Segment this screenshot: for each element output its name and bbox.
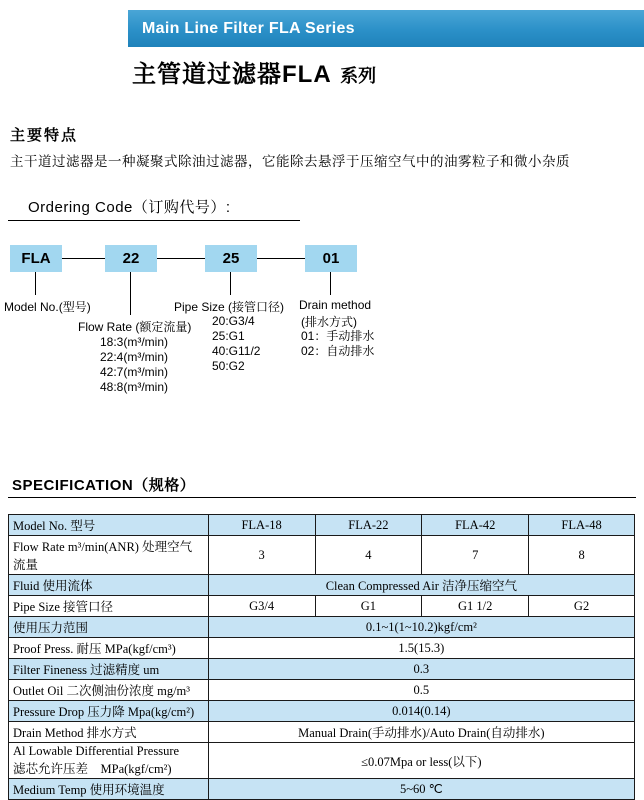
spec-cell-span: Clean Compressed Air 洁净压缩空气 [208, 575, 634, 596]
specification-heading: SPECIFICATION（规格） [12, 477, 196, 494]
connector-line [257, 258, 305, 259]
model-no-label: Model No.(型号) [4, 300, 91, 314]
flow-rate-option: 42:7(m³/min) [100, 365, 169, 379]
code-box-model: FLA [10, 245, 62, 272]
spec-cell: G3/4 [208, 596, 315, 617]
connector-line [230, 272, 231, 295]
drain-method-option: 02：自动排水 [301, 344, 375, 358]
pipe-size-option: 25:G1 [212, 329, 245, 343]
connector-line [62, 258, 105, 259]
spec-row-label: Pressure Drop 压力降 Mpa(kg/cm²) [9, 701, 209, 722]
spec-row-label: Medium Temp 使用环境温度 [9, 779, 209, 800]
page-title [132, 54, 376, 89]
drain-method-option: 01：手动排水 [301, 329, 375, 343]
drain-method-label: Drain method [299, 298, 372, 312]
spec-cell-span: 1.5(15.3) [208, 638, 634, 659]
pipe-size-option: 20:G3/4 [212, 314, 255, 328]
spec-cell-span: 0.014(0.14) [208, 701, 634, 722]
spec-cell: G1 [315, 596, 422, 617]
spec-row [9, 596, 635, 617]
page-title-main: 主管道过滤器FLA [132, 61, 332, 88]
spec-row-label: Outlet Oil 二次侧油份浓度 mg/m³ [9, 680, 209, 701]
spec-row-label: Model No. 型号 [9, 515, 209, 536]
spec-row-label: Pipe Size 接管口径 [9, 596, 209, 617]
code-box-flow: 22 [105, 245, 157, 272]
flow-rate-label: Flow Rate (额定流量) [78, 320, 192, 334]
page-title-suffix: 系列 [340, 66, 377, 86]
connector-line [157, 258, 205, 259]
drain-method-options [301, 329, 374, 359]
flow-rate-option: 48:8(m³/min) [100, 380, 169, 394]
spec-row-label: Filter Fineness 过滤精度 um [9, 659, 209, 680]
spec-row-label: Proof Press. 耐压 MPa(kgf/cm³) [9, 638, 209, 659]
spec-cell: 4 [315, 536, 422, 575]
spec-cell-span: 0.1~1(1~10.2)kgf/cm² [208, 617, 634, 638]
spec-row [9, 536, 635, 575]
features-text: 主干道过滤器是一种凝聚式除油过滤器，它能除去悬浮于压缩空气中的油雾粒子和微小杂质 [10, 154, 570, 169]
spec-cell-span: 0.3 [208, 659, 634, 680]
spec-row [9, 722, 635, 743]
spec-cell: FLA-42 [422, 515, 529, 536]
spec-row [9, 659, 635, 680]
spec-cell: 8 [529, 536, 635, 575]
spec-row [9, 680, 635, 701]
spec-row [9, 701, 635, 722]
spec-row [9, 638, 635, 659]
spec-row-label: Fluid 使用流体 [9, 575, 209, 596]
flow-rate-options [100, 335, 168, 395]
spec-cell: FLA-18 [208, 515, 315, 536]
spec-row [9, 575, 635, 596]
flow-rate-option: 22:4(m³/min) [100, 350, 169, 364]
spec-row-label: Drain Method 排水方式 [9, 722, 209, 743]
ordering-heading-underline [8, 220, 300, 221]
drain-method-sublabel: (排水方式) [301, 315, 357, 329]
pipe-size-option: 50:G2 [212, 359, 245, 373]
pipe-size-option: 40:G11/2 [212, 344, 261, 358]
spec-row-label: Flow Rate m³/min(ANR) 处理空气流量 [9, 536, 209, 575]
connector-line [35, 272, 36, 295]
features-heading: 主要特点 [10, 127, 79, 144]
spec-cell: 3 [208, 536, 315, 575]
spec-cell-span: ≤0.07Mpa or less(以下) [208, 743, 634, 779]
pipe-size-options [212, 314, 260, 374]
spec-cell: FLA-22 [315, 515, 422, 536]
spec-cell-span: 0.5 [208, 680, 634, 701]
spec-row-label: Al Lowable Differential Pressure 滤芯允许压差 MPa(kgf/cm²) [9, 743, 209, 779]
code-box-pipe: 25 [205, 245, 257, 272]
ordering-code-diagram [0, 240, 644, 470]
ordering-code-heading: Ordering Code（订购代号）: [28, 199, 231, 216]
spec-row-label: 使用压力范围 [9, 617, 209, 638]
spec-cell: G2 [529, 596, 635, 617]
specification-table [8, 514, 635, 800]
spec-cell: 7 [422, 536, 529, 575]
code-box-drain: 01 [305, 245, 357, 272]
connector-line [130, 272, 131, 315]
flow-rate-option: 18:3(m³/min) [100, 335, 169, 349]
spec-cell: G1 1/2 [422, 596, 529, 617]
spec-row [9, 617, 635, 638]
pipe-size-label: Pipe Size (接管口径) [174, 300, 285, 314]
specification-heading-underline [8, 497, 636, 498]
spec-cell-span: 5~60 ℃ [208, 779, 634, 800]
spec-cell: FLA-48 [529, 515, 635, 536]
spec-row [9, 515, 635, 536]
spec-row [9, 743, 635, 779]
spec-cell-span: Manual Drain(手动排水)/Auto Drain(自动排水) [208, 722, 634, 743]
banner-title: Main Line Filter FLA Series [142, 19, 355, 37]
connector-line [330, 272, 331, 295]
spec-row [9, 779, 635, 800]
series-banner [128, 10, 644, 47]
